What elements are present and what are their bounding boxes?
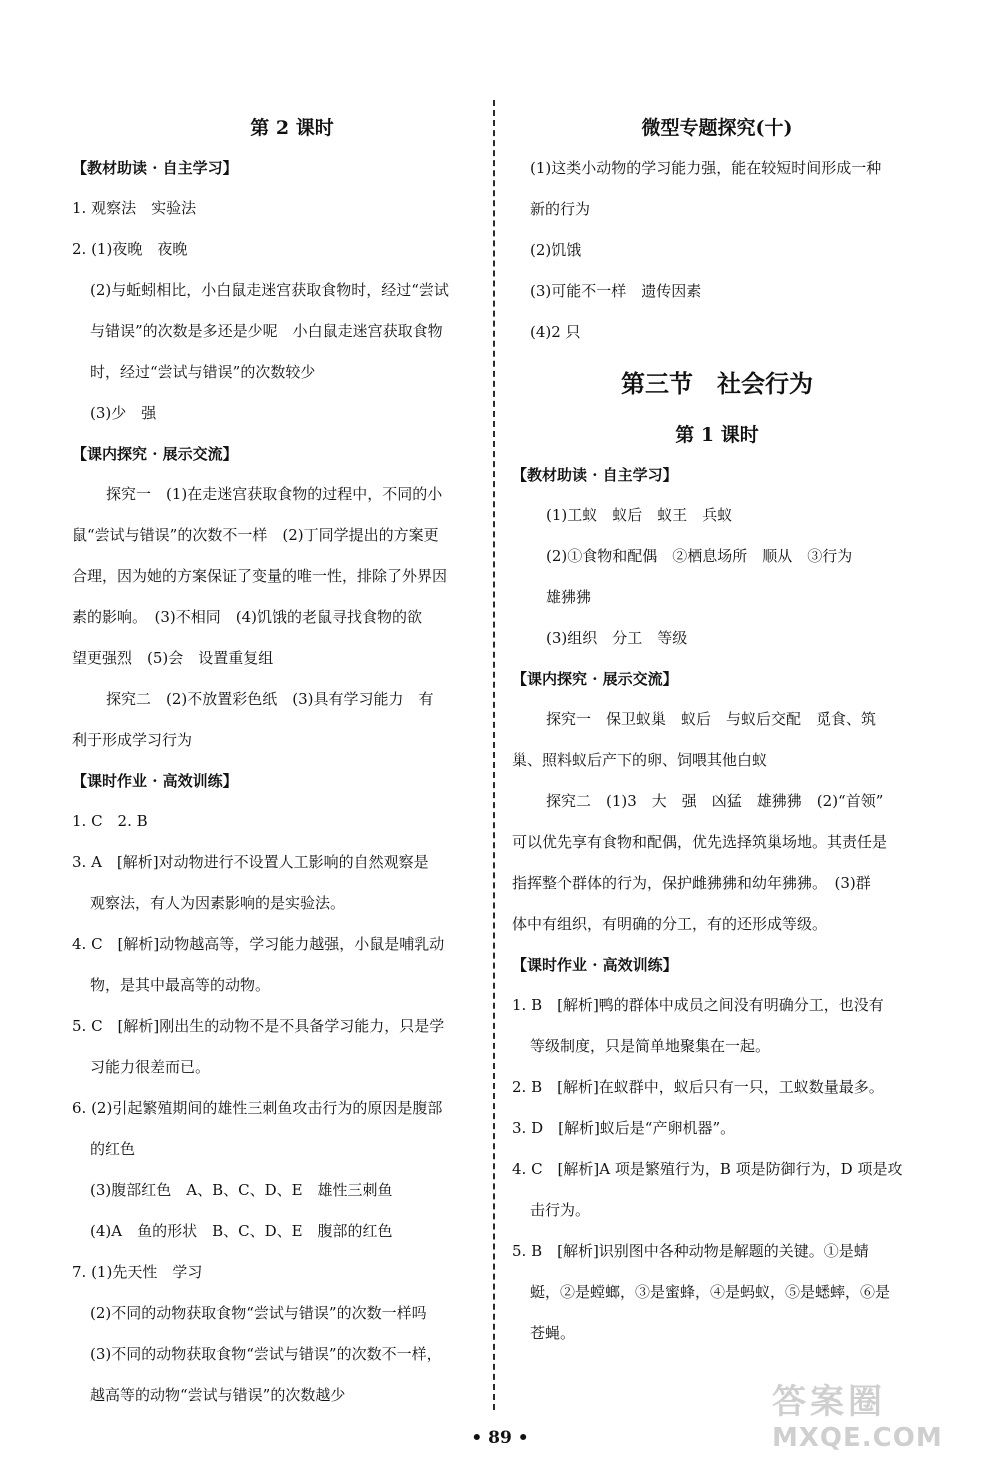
text-line: (2)饥饿 [530,241,582,259]
text-line: (2)不同的动物获取食物“尝试与错误”的次数一样吗 [90,1304,427,1322]
watermark-text: 答案圈 [772,1382,886,1422]
text-line: 体中有组织，有明确的分工，有的还形成等级。 [512,915,828,933]
right-column [512,108,922,1354]
text-line: 新的行为 [530,200,591,218]
text-line: 4. C [解析]动物越高等，学习能力越强，小鼠是哺乳动 [72,935,445,953]
text-line: 巢、照料蚁后产下的卵、饲喂其他白蚁 [512,751,768,769]
text-line: 素的影响。 (3)不相同 (4)饥饿的老鼠寻找食物的欲 [72,608,422,626]
text-line: 探究二 (1)3 大 强 凶猛 雄狒狒 (2)“首领” [546,792,884,810]
left-lesson-title: 第 2 课时 [250,117,334,139]
text-line: 3. A [解析]对动物进行不设置人工影响的自然观察是 [72,853,429,871]
text-line: 3. D [解析]蚁后是“产卵机器”。 [512,1119,736,1137]
text-line: 蜓，②是螳螂，③是蜜蜂，④是蚂蚁，⑤是蟋蟀，⑥是 [530,1283,891,1301]
text-line: 望更强烈 (5)会 设置重复组 [72,649,274,667]
text-line: (4)A 鱼的形状 B、C、D、E 腹部的红色 [90,1222,393,1240]
text-line: 与错误”的次数是多还是少呢 小白鼠走迷宫获取食物 [90,322,443,340]
section-label: 【课时作业 · 高效训练】 [72,772,238,790]
text-line: 苍蝇。 [530,1324,576,1342]
text-line: 合理，因为她的方案保证了变量的唯一性，排除了外界因 [72,567,448,585]
section-title: 第三节 社会行为 [621,369,813,398]
text-line: 等级制度，只是简单地聚集在一起。 [530,1037,771,1055]
topic-title: 微型专题探究(十) [641,117,793,139]
text-line: 鼠“尝试与错误”的次数不一样 (2)丁同学提出的方案更 [72,526,439,544]
text-line: 时，经过“尝试与错误”的次数较少 [90,363,316,381]
section-label: 【课内探究 · 展示交流】 [72,445,238,463]
text-line: 指挥整个群体的行为，保护雌狒狒和幼年狒狒。 (3)群 [512,874,871,892]
text-line: 2. (1)夜晚 夜晚 [72,240,188,258]
watermark-url: MXQE.COM [772,1423,943,1453]
text-line: 6. (2)引起繁殖期间的雄性三刺鱼攻击行为的原因是腹部 [72,1099,443,1117]
text-line: (1)工蚁 蚁后 蚁王 兵蚁 [546,506,733,524]
text-line: 2. B [解析]在蚁群中，蚁后只有一只，工蚁数量最多。 [512,1078,884,1096]
text-line: 1. 观察法 实验法 [72,199,197,217]
text-line: 5. C [解析]刚出生的动物不是不具备学习能力，只是学 [72,1017,445,1035]
section-label: 【课时作业 · 高效训练】 [512,956,678,974]
text-line: (2)①食物和配偶 ②栖息场所 顺从 ③行为 [546,547,853,565]
text-line: 击行为。 [530,1201,591,1219]
text-line: (2)与蚯蚓相比，小白鼠走迷宫获取食物时，经过“尝试 [90,281,449,299]
watermark-logo [772,1374,982,1454]
page-number: • 89 • [471,1428,529,1448]
text-line: (1)这类小动物的学习能力强，能在较短时间形成一种 [530,159,882,177]
text-line: 越高等的动物“尝试与错误”的次数越少 [90,1386,346,1404]
text-line: (3)可能不一样 遗传因素 [530,282,702,300]
text-line: 习能力很差而已。 [90,1058,211,1076]
section-label: 【教材助读 · 自主学习】 [72,159,238,177]
right-lesson-title: 第 1 课时 [675,424,759,446]
text-line: (3)少 强 [90,404,157,422]
text-line: 观察法，有人为因素影响的是实验法。 [90,894,346,912]
left-content [72,148,512,1416]
text-line: 的红色 [90,1140,136,1158]
text-line: (4)2 只 [530,323,581,341]
section-label: 【教材助读 · 自主学习】 [512,466,678,484]
text-line: (3)组织 分工 等级 [546,629,688,647]
left-column [72,108,512,1416]
text-line: 利于形成学习行为 [72,731,193,749]
topic-answers [512,148,922,353]
text-line: 物，是其中最高等的动物。 [90,976,271,994]
text-line: 探究一 (1)在走迷宫获取食物的过程中，不同的小 [106,485,443,503]
text-line: 可以优先享有食物和配偶，优先选择筑巢场地。其责任是 [512,833,888,851]
text-line: (3)腹部红色 A、B、C、D、E 雄性三刺鱼 [90,1181,393,1199]
section-label: 【课内探究 · 展示交流】 [512,670,678,688]
text-line: 雄狒狒 [546,588,592,606]
text-line: 探究二 (2)不放置彩色纸 (3)具有学习能力 有 [106,690,434,708]
text-line: 1. C 2. B [72,812,148,830]
text-line: 4. C [解析]A 项是繁殖行为，B 项是防御行为，D 项是攻 [512,1160,903,1178]
text-line: 7. (1)先天性 学习 [72,1263,203,1281]
text-line: 5. B [解析]识别图中各种动物是解题的关键。①是蜻 [512,1242,869,1260]
text-line: 1. B [解析]鸭的群体中成员之间没有明确分工，也没有 [512,996,884,1014]
text-line: (3)不同的动物获取食物“尝试与错误”的次数不一样， [90,1345,442,1363]
text-line: 探究一 保卫蚁巢 蚁后 与蚁后交配 觅食、筑 [546,710,877,728]
right-content [512,455,922,1354]
